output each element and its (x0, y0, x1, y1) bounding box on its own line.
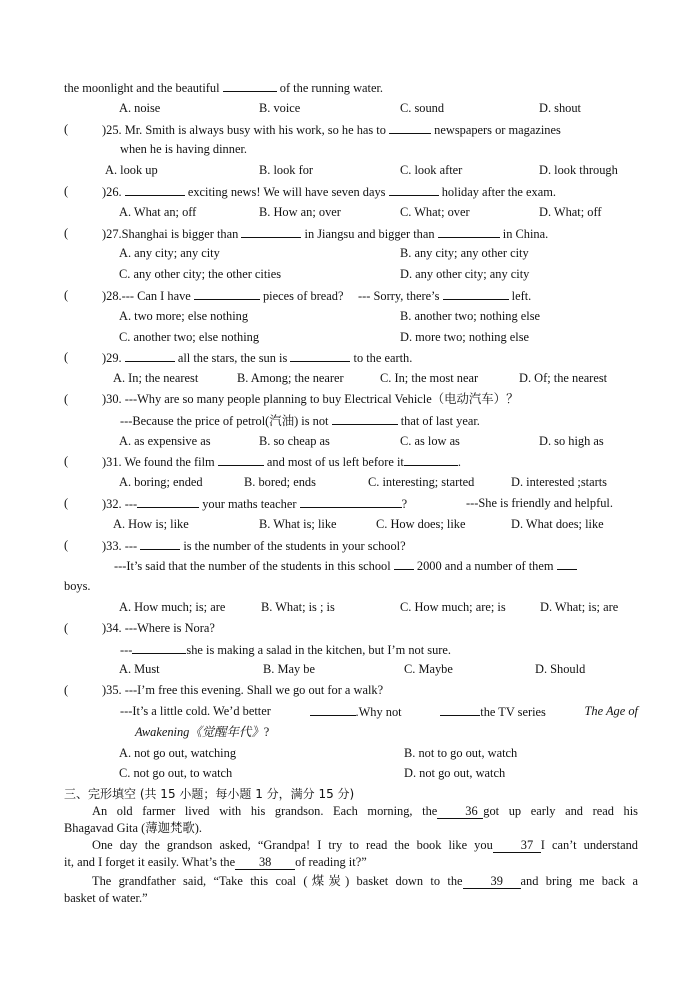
q24-stem: the moonlight and the beautiful of the running water. (64, 81, 383, 95)
q35-option-b: B. not to go out, watch (404, 746, 518, 760)
passage-paragraph-3: The grandfather said, “Take this coal (煤炭) basket down to the 39 and bring me back a (92, 874, 638, 888)
q33-reply: ---It’s said that the number of the students in this school 2000 and a number of them (114, 557, 577, 574)
q29-paren: ( (64, 350, 69, 364)
answer-blank (332, 412, 398, 425)
q32-option-c: C. How does; like (376, 517, 466, 531)
q29-stem: )29. all the stars, the sun is to the earth. (102, 351, 413, 365)
passage-paragraph-2-cont: it, and I forget it easily. What’s the 38 of reading it?” (64, 855, 367, 869)
q32-paren: ( (64, 496, 69, 510)
q24-option-d: D. shout (539, 101, 581, 115)
passage-paragraph-3-cont: basket of water.” (64, 891, 148, 905)
q33-option-d: D. What; is; are (540, 600, 619, 614)
passage-paragraph-2: One day the grandson asked, “Grandpa! I try to read the book like you 37 I can’t understand (92, 838, 638, 852)
q26-paren: ( (64, 184, 69, 198)
q26-stem: )26. exciting news! We will have seven days holiday after the exam. (102, 185, 556, 199)
q28-option-d: D. more two; nothing else (400, 330, 530, 344)
q31-paren: ( (64, 454, 69, 468)
q34-option-b: B. May be (263, 662, 315, 676)
answer-blank (440, 703, 480, 716)
q28-stem: )28.--- Can I have pieces of bread? (102, 289, 344, 303)
q33-option-a: A. How much; is; are (119, 600, 226, 614)
q27-option-a: A. any city; any city (119, 246, 220, 260)
q29-option-b: B. Among; the nearer (237, 371, 344, 385)
q31-option-d: D. interested ;starts (511, 475, 608, 489)
q30-paren: ( (64, 392, 69, 406)
q32-stem: )32. --- your maths teacher ? (102, 497, 408, 511)
answer-blank (404, 453, 458, 466)
answer-blank (389, 183, 439, 196)
answer-blank (438, 225, 500, 238)
answer-blank (140, 537, 180, 550)
passage-paragraph-1-cont: Bhagavad Gita (薄迦梵歌). (64, 821, 202, 835)
cloze-blank-36: 36 (437, 804, 483, 819)
q35-reply-cont: Awakening《觉醒年代》? (135, 725, 270, 739)
q27-option-b: B. any city; any other city (400, 246, 529, 260)
answer-blank (443, 287, 509, 300)
q31-stem: )31. We found the film and most of us left before it . (102, 455, 461, 469)
answer-blank (394, 557, 414, 570)
q29-option-a: A. In; the nearest (113, 371, 199, 385)
answer-blank (223, 79, 277, 92)
answer-blank (132, 641, 186, 654)
q35-option-c: C. not go out, to watch (119, 766, 233, 780)
q30-reply: ---Because the price of petrol(汽油) is not that of last year. (120, 414, 480, 428)
q34-option-d: D. Should (535, 662, 586, 676)
q28-option-a: A. two more; else nothing (119, 309, 249, 323)
q32-option-b: B. What is; like (259, 517, 337, 531)
q33-paren: ( (64, 538, 69, 552)
q34-option-c: C. Maybe (404, 662, 453, 676)
q27-stem: )27.Shanghai is bigger than in Jiangsu and bigger than in China. (102, 227, 549, 241)
section-title: 三、完形填空 (共 15 小题；每小题 1 分，满分 15 分) (64, 787, 355, 801)
q26-option-b: B. How an; over (259, 205, 341, 219)
q27-option-c: C. any other city; the other cities (119, 267, 282, 281)
q33-option-c: C. How much; are; is (400, 600, 506, 614)
q26-option-d: D. What; off (539, 205, 602, 219)
q34-paren: ( (64, 621, 69, 635)
q31-option-b: B. bored; ends (244, 475, 316, 489)
q33-option-b: B. What; is ; is (261, 600, 335, 614)
cloze-blank-39: 39 (463, 874, 521, 889)
q31-option-a: A. boring; ended (119, 475, 203, 489)
answer-blank (125, 183, 185, 196)
q26-option-c: C. What; over (400, 205, 470, 219)
cloze-blank-38: 38 (235, 855, 295, 870)
q24-option-a: A. noise (119, 101, 161, 115)
q25-option-c: C. look after (400, 163, 463, 177)
q35-paren: ( (64, 683, 69, 697)
q28-option-b: B. another two; nothing else (400, 309, 541, 323)
q25-option-a: A. look up (105, 163, 158, 177)
q26-option-a: A. What an; off (119, 205, 197, 219)
q27-paren: ( (64, 226, 69, 240)
q30-stem: )30. ---Why are so many people planning to buy Electrical Vehicle（电动汽车）？ (102, 392, 519, 406)
q25-stem: )25. Mr. Smith is always busy with his work, so he has to newspapers or magazines (102, 123, 561, 137)
q35-stem: )35. ---I’m free this evening. Shall we go out for a walk? (102, 683, 384, 697)
answer-blank (300, 495, 402, 508)
answer-blank (218, 453, 264, 466)
cloze-blank-37: 37 (493, 838, 541, 853)
answer-blank (125, 349, 175, 362)
q32-option-d: D. What does; like (511, 517, 604, 531)
q35-option-a: A. not go out, watching (119, 746, 237, 760)
q25-paren: ( (64, 122, 69, 136)
q29-option-d: D. Of; the nearest (519, 371, 608, 385)
q30-option-c: C. as low as (400, 434, 460, 448)
q35-reply: ---It’s a little cold. We’d better .Why not the TV series The Age of (120, 704, 638, 719)
q29-option-c: C. In; the most near (380, 371, 479, 385)
q28-option-c: C. another two; else nothing (119, 330, 260, 344)
answer-blank (137, 495, 199, 508)
q25-stem-cont: when he is having dinner. (120, 142, 247, 156)
answer-blank (389, 121, 431, 134)
q34-option-a: A. Must (119, 662, 160, 676)
answer-blank (290, 349, 350, 362)
q35-option-d: D. not go out, watch (404, 766, 506, 780)
q31-option-c: C. interesting; started (368, 475, 475, 489)
answer-blank (557, 557, 577, 570)
answer-blank (194, 287, 260, 300)
q33-reply-cont: boys. (64, 579, 91, 593)
q30-option-b: B. so cheap as (259, 434, 330, 448)
q33-stem: )33. --- is the number of the students in your school? (102, 539, 406, 553)
q30-option-a: A. as expensive as (119, 434, 211, 448)
q25-option-d: D. look through (539, 163, 618, 177)
q32-reply: ---She is friendly and helpful. (466, 496, 613, 510)
q24-option-c: C. sound (400, 101, 445, 115)
q32-option-a: A. How is; like (113, 517, 189, 531)
q24-option-b: B. voice (259, 101, 301, 115)
q28-reply: --- Sorry, there’s left. (358, 289, 532, 303)
q28-paren: ( (64, 288, 69, 302)
answer-blank (241, 225, 301, 238)
q34-stem: )34. ---Where is Nora? (102, 621, 215, 635)
answer-blank (310, 703, 356, 716)
passage-paragraph-1: An old farmer lived with his grandson. Each morning, the 36 got up early and read his (92, 804, 638, 818)
q34-reply: --- she is making a salad in the kitchen, but I’m not sure. (120, 643, 452, 657)
q27-option-d: D. any other city; any city (400, 267, 530, 281)
q30-option-d: D. so high as (539, 434, 604, 448)
q25-option-b: B. look for (259, 163, 314, 177)
